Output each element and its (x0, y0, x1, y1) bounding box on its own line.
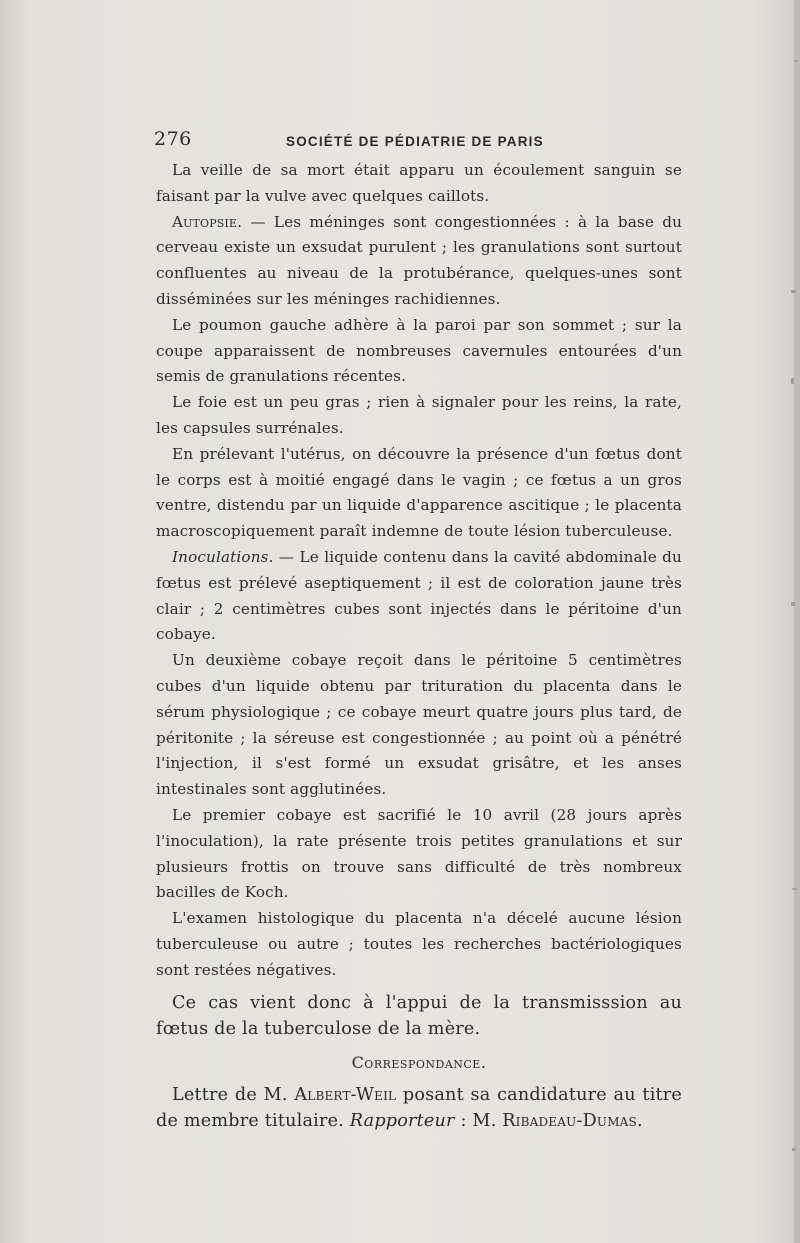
page-edge-shadow (794, 0, 800, 1243)
running-head: SOCIÉTÉ DE PÉDIATRIE DE PARIS (286, 134, 544, 149)
paragraph-text: — Le liquide contenu dans la cavité abdominale du fœtus est prélevé aseptiquement ; il est de coloration jaune très clair ; 2 centimètres cubes sont injectés dans le péritoine d'un cobaye. (156, 547, 682, 644)
section-lead: Autopsie. (172, 212, 243, 231)
conclusion-block (156, 990, 682, 1042)
page-content (156, 128, 682, 1134)
correspondence-block (156, 1082, 682, 1134)
paragraph: La veille de sa mort était apparu un écoulement sanguin se faisant par la vulve avec quelques caillots. (156, 161, 682, 205)
page-number: 276 (154, 128, 192, 150)
section-lead: Inoculations. (172, 547, 274, 566)
paragraph-inoculations (156, 545, 682, 648)
paragraph: En prélevant l'utérus, on découvre la présence d'un fœtus dont le corps est à moitié engagé dans le vagin ; ce fœtus a un gros ventre, distendu par un liquide d'apparence ascitique ; le placenta macroscopiquement paraît indemne de toute lésion tuberculeuse. (156, 444, 682, 541)
paragraph: Le poumon gauche adhère à la paroi par son sommet ; sur la coupe apparaissent de nombreuses cavernules entourées d'un semis de granulations récentes. (156, 315, 682, 386)
rapporteur-label: Rapporteur (349, 1110, 455, 1131)
rapporteur-name: Ribadeau-Dumas (502, 1110, 637, 1131)
letter-prefix: Lettre de M. (172, 1084, 295, 1105)
paragraph-text: — Les méninges sont congestionnées : à la base du cerveau existe un exsudat purulent ; les granulations sont surtout confluentes au niveau de la protubérance, quelques-unes sont disséminées sur les méninges rachidiennes. (156, 212, 682, 308)
paragraph: L'examen histologique du placenta n'a décelé aucune lésion tuberculeuse ou autre ; toutes les recherches bactériologiques sont restées négatives. (156, 909, 682, 979)
rapporteur-separator: : M. (454, 1110, 503, 1131)
paragraph: Le foie est un peu gras ; rien à signaler pour les reins, la rate, les capsules surrénales. (156, 393, 682, 437)
letter-end: . (636, 1110, 643, 1131)
paragraph-autopsie (156, 210, 682, 313)
paragraph: Le premier cobaye est sacrifié le 10 avril (28 jours après l'inoculation), la rate présente trois petites granulations et sur plusieurs frottis on trouve sans difficulté de très nombreux bacilles de Koch. (156, 805, 682, 902)
conclusion-paragraph: Ce cas vient donc à l'appui de la transmisssion au fœtus de la tuberculose de la mère. (156, 992, 682, 1039)
page-header (156, 128, 682, 158)
paragraph: Un deuxième cobaye reçoit dans le péritoine 5 centimètres cubes d'un liquide obtenu par trituration du placenta dans le sérum physiologique ; ce cobaye meurt quatre jours plus tard, de péritonite ; la séreuse est congestionnée ; au point où a pénétré l'injection, il s'est formé un exsudat grisâtre, et les anses intestinales sont agglutinées. (156, 651, 682, 799)
correspondence-heading: Correspondance. (351, 1052, 487, 1072)
correspondence-letter (156, 1082, 682, 1134)
letter-author: Albert-Weil (294, 1084, 397, 1105)
body-text (156, 158, 682, 984)
letter-middle: posant sa candidature au titre de membre titulaire. (156, 1084, 683, 1131)
